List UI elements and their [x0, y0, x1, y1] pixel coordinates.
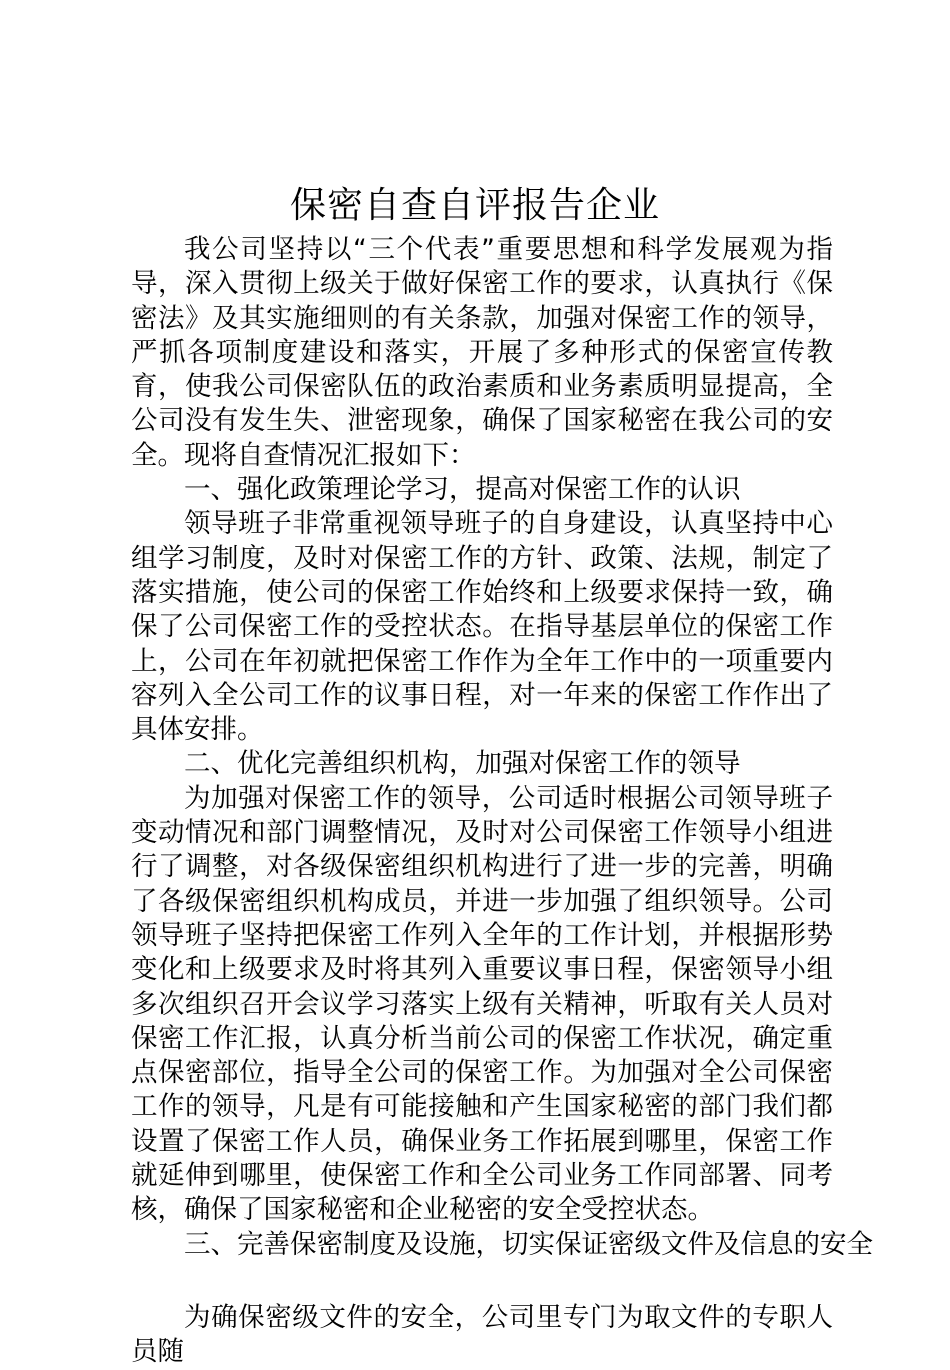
section-heading-2: 二、优化完善组织机构，加强对保密工作的领导 — [184, 748, 741, 780]
section-heading-3: 三、完善保密制度及设施，切实保证密级文件及信息的安全 — [184, 1228, 873, 1260]
document-body — [131, 233, 873, 1370]
section-2-paragraph: 为加强对保密工作的领导，公司适时根据公司领导班子变动情况和部门调整情况，及时对公司保密工作领导小组进行了调整，对各级保密组织机构进行了进一步的完善，明确了各级保密组织机构成员，并进一步加强了组织领导。公司领导班子坚持把保密工作列入全年的工作计划，并根据形势变化和上级要求及时将其列入重要议事日程，保密领导小组多次组织召开会议学习落实上级有关精神，听取有关人员对保密工作汇报，认真分析当前公司的保密工作状况，确定重点保密部位，指导全公司的保密工作。为加强对全公司保密工作的领导，凡是有可能接触和产生国家秘密的部门我们都设置了保密工作人员，确保业务工作拓展到哪里，保密工作就延伸到哪里，使保密工作和全公司业务工作同部署、同考核，确保了国家秘密和企业秘密的安全受控状态。 — [131, 782, 833, 1226]
document-title: 保密自查自评报告企业 — [289, 185, 660, 226]
section-3-paragraph: 为确保密级文件的安全，公司里专门为取文件的专职人员随 — [131, 1301, 833, 1368]
section-heading-1: 一、强化政策理论学习，提高对保密工作的认识 — [184, 474, 741, 506]
intro-paragraph: 我公司坚持以“三个代表”重要思想和科学发展观为指导，深入贯彻上级关于做好保密工作的要求，认真执行《保密法》及其实施细则的有关条款，加强对保密工作的领导，严抓各项制度建设和落实，开展了多种形式的保密宣传教育，使我公司保密队伍的政治素质和业务素质明显提高，全公司没有发生失、泄密现象，确保了国家秘密在我公司的安全。现将自查情况汇报如下： — [131, 234, 833, 471]
section-1-paragraph: 领导班子非常重视领导班子的自身建设，认真坚持中心组学习制度，及时对保密工作的方针、政策、法规，制定了落实措施，使公司的保密工作始终和上级要求保持一致，确保了公司保密工作的受控状态。在指导基层单位的保密工作上，公司在年初就把保密工作作为全年工作中的一项重要内容列入全公司工作的议事日程，对一年来的保密工作作出了具体安排。 — [131, 508, 833, 746]
paragraph-spacer — [131, 1262, 833, 1301]
